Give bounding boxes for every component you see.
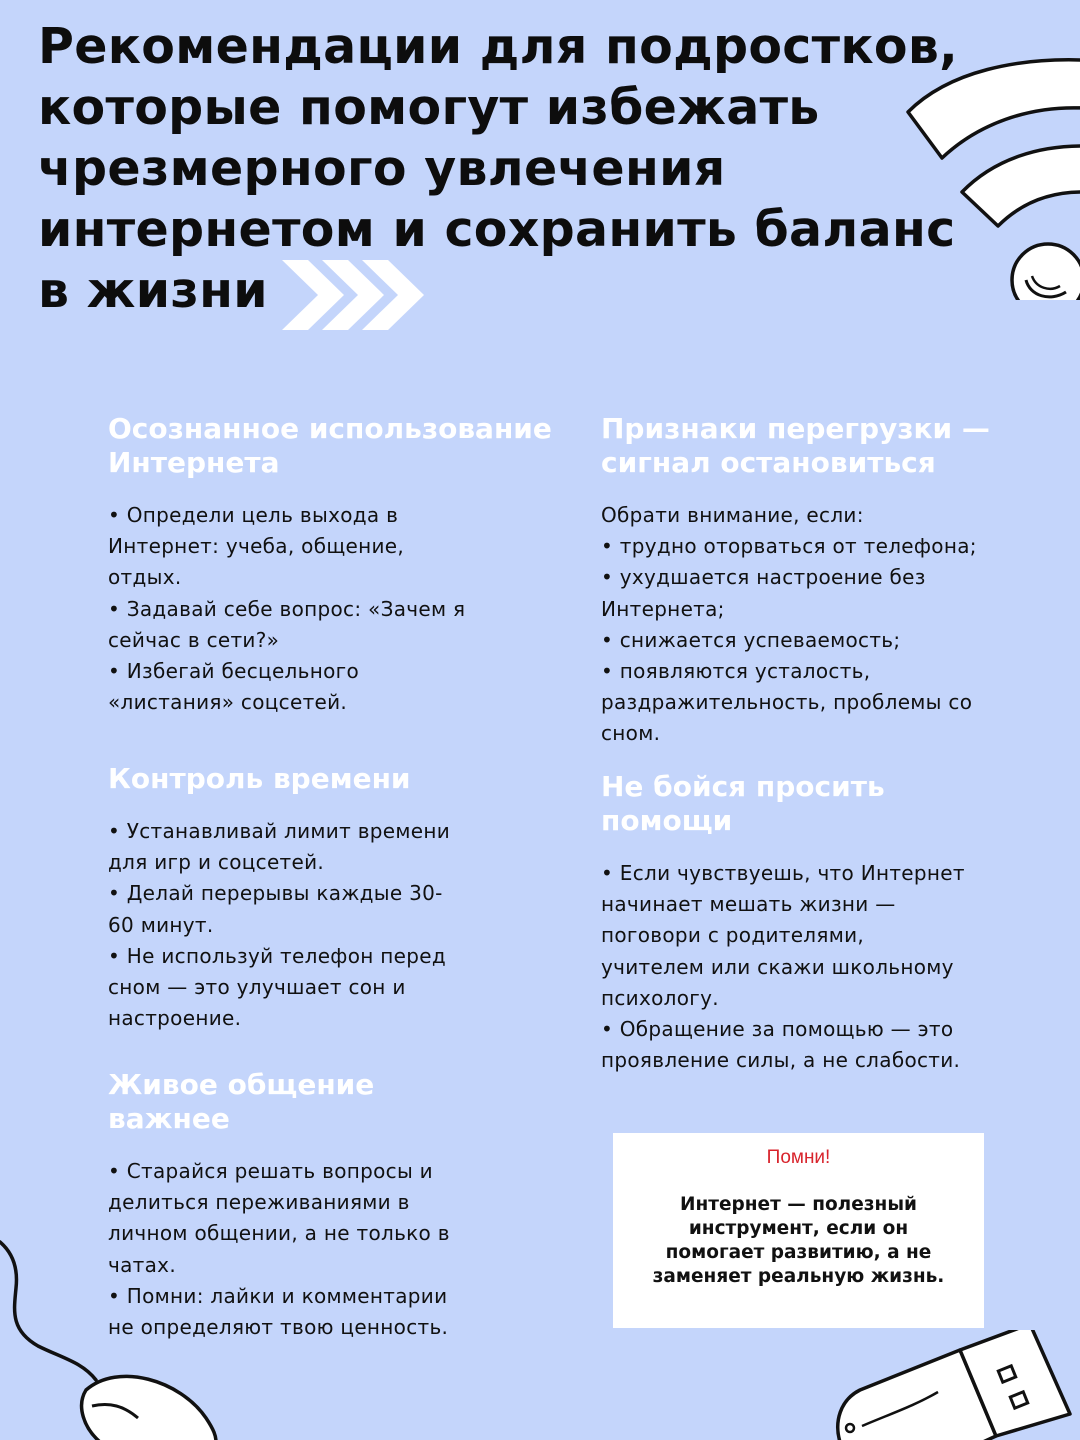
section-time-control	[108, 762, 578, 1034]
body-line: 60 минут.	[108, 912, 214, 937]
body-line: • Задавай себе вопрос: «Зачем я	[108, 596, 466, 621]
body-line: • Определи цель выхода в	[108, 503, 399, 527]
title-line: Рекомендации для подростков,	[38, 18, 959, 75]
title-line: чрезмерного увлечения	[38, 140, 726, 197]
remember-text-line: инструмент, если он	[688, 1218, 909, 1239]
title-line: которые помогут избежать	[38, 79, 820, 136]
body-line: делиться переживаниями в	[108, 1190, 410, 1215]
body-line: • Если чувствуешь, что Интернет	[601, 861, 965, 885]
body-line: проявление силы, а не слабости.	[601, 1048, 961, 1073]
usb-flash-drive-icon	[820, 1330, 1080, 1440]
remember-text	[613, 1193, 984, 1289]
body-line: • ухудшается настроение без	[601, 565, 926, 590]
body-line: психологу.	[601, 985, 719, 1010]
body-line: личном общении, а не только в	[108, 1221, 450, 1246]
body-line: • появляются усталость,	[601, 659, 871, 684]
computer-mouse-icon	[0, 1230, 230, 1440]
section-title-line: Не бойся просить	[601, 770, 885, 803]
section-title-line: Осознанное использование	[108, 412, 552, 445]
section-ask-for-help	[601, 770, 1061, 1076]
body-line: • Устанавливай лимит времени	[108, 819, 451, 843]
body-line: сейчас в сети?»	[108, 627, 280, 652]
remember-callout	[613, 1133, 984, 1328]
body-line: • Обращение за помощью — это	[601, 1017, 954, 1042]
body-line: Интернета;	[601, 596, 725, 621]
section-title-line: Интернета	[108, 446, 280, 479]
body-line: начинает мешать жизни —	[601, 892, 896, 917]
body-line: не определяют твою ценность.	[108, 1315, 449, 1340]
body-line: настроение.	[108, 1006, 242, 1031]
section-body	[108, 500, 578, 718]
section-title	[108, 412, 578, 480]
section-title-line: Контроль времени	[108, 762, 411, 795]
body-line: • снижается успеваемость;	[601, 627, 901, 652]
body-line: отдых.	[108, 565, 182, 590]
section-title	[108, 1068, 578, 1136]
remember-text-line: Интернет — полезный	[679, 1194, 918, 1215]
section-title	[601, 770, 1061, 838]
body-line: для игр и соцсетей.	[108, 850, 325, 875]
body-line: сном — это улучшает сон и	[108, 975, 406, 1000]
section-body	[108, 816, 578, 1034]
section-title-line: важнее	[108, 1102, 230, 1135]
body-line: «листания» соцсетей.	[108, 690, 348, 715]
section-title-line: помощи	[601, 804, 733, 837]
body-line: • Помни: лайки и комментарии	[108, 1283, 448, 1308]
body-line: Обрати внимание, если:	[601, 503, 864, 527]
section-title	[601, 412, 1061, 480]
remember-text-line: заменяет реальную жизнь.	[652, 1266, 945, 1287]
remember-title: Помни!	[766, 1147, 831, 1168]
body-line: Интернет: учеба, общение,	[108, 534, 405, 559]
body-line: учителем или скажи школьному	[601, 954, 954, 979]
section-mindful-use	[108, 412, 578, 718]
section-title-line: Признаки перегрузки —	[601, 412, 990, 445]
body-line: • Старайся решать вопросы и	[108, 1159, 433, 1183]
title-line: интернетом и сохранить баланс	[38, 201, 956, 258]
section-title	[108, 762, 578, 796]
section-title-line: сигнал остановиться	[601, 446, 936, 479]
section-title-line: Живое общение	[108, 1068, 375, 1101]
body-line: чатах.	[108, 1252, 176, 1277]
section-overload-signs	[601, 412, 1061, 750]
section-body	[601, 500, 1061, 750]
body-line: поговори с родителями,	[601, 923, 865, 948]
remember-text-line: помогает развитию, а не	[665, 1242, 932, 1263]
body-line: раздражительность, проблемы со	[601, 690, 973, 715]
triple-chevron-right-icon	[280, 256, 425, 334]
page-title	[38, 16, 978, 321]
section-body	[601, 858, 1061, 1076]
body-line: • Не используй телефон перед	[108, 943, 446, 968]
body-line: сном.	[601, 721, 661, 746]
title-line: в жизни	[38, 262, 268, 319]
body-line: • Избегай бесцельного	[108, 659, 359, 684]
body-line: • трудно оторваться от телефона;	[601, 534, 977, 559]
body-line: • Делай перерывы каждые 30-	[108, 881, 443, 906]
wifi-icon	[900, 40, 1080, 300]
